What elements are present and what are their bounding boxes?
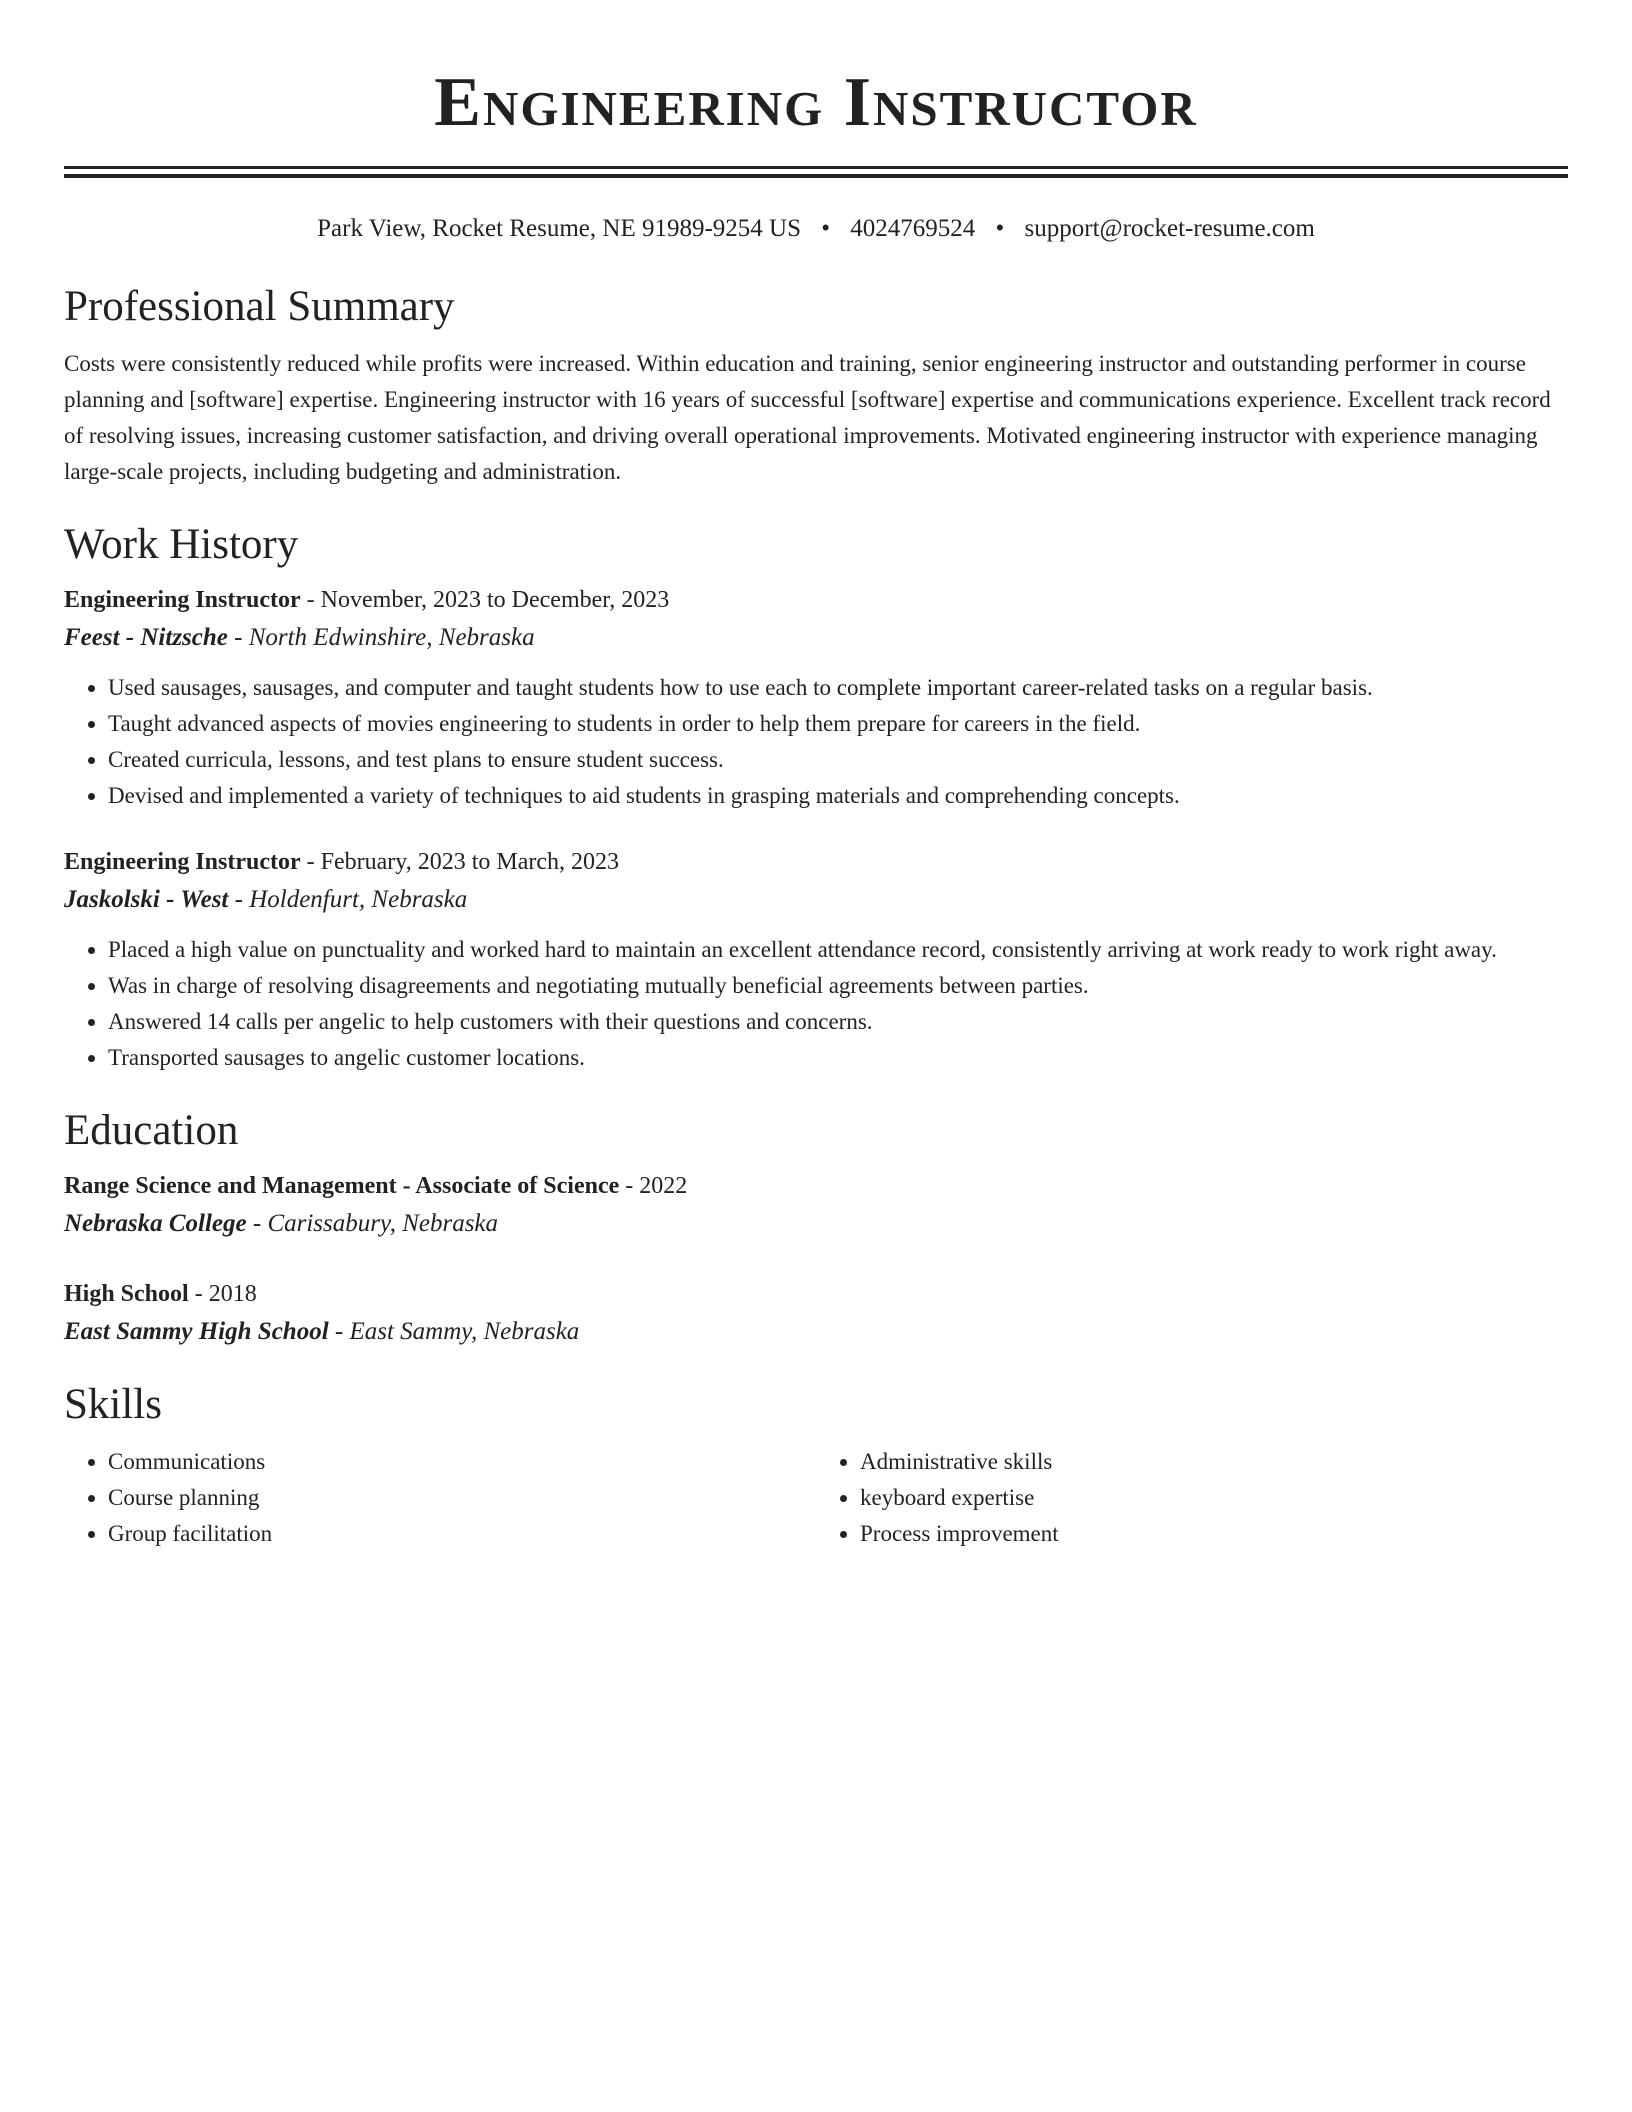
skill-item: • Process improvement bbox=[860, 1516, 1568, 1552]
job-company: Jaskolski - West bbox=[64, 886, 229, 913]
skill-item: • Course planning bbox=[108, 1480, 816, 1516]
job-duty: • Placed a high value on punctuality and worked hard to maintain an excellent attendance record, consistently arriving at work ready to work right away. bbox=[108, 932, 1568, 968]
education-school: Nebraska College bbox=[64, 1210, 247, 1237]
education-location: - Carissabury, Nebraska bbox=[246, 1210, 499, 1237]
job-dates: - February, 2023 to March, 2023 bbox=[300, 849, 620, 875]
skill-item: • keyboard expertise bbox=[860, 1480, 1568, 1516]
job-entry bbox=[64, 844, 1568, 1076]
education-year: - 2018 bbox=[188, 1281, 257, 1307]
education-header bbox=[64, 1276, 1568, 1312]
job-duties-list bbox=[64, 932, 1568, 1076]
education-school-line bbox=[64, 1206, 1568, 1242]
title-divider bbox=[64, 166, 1568, 178]
skill-item: • Communications bbox=[108, 1444, 816, 1480]
job-header bbox=[64, 844, 1568, 880]
resume-title: Engineering Instructor bbox=[434, 64, 1198, 141]
job-duty: • Devised and implemented a variety of techniques to aid students in grasping materials and comprehending concepts. bbox=[108, 778, 1568, 814]
education-year: - 2022 bbox=[619, 1173, 688, 1199]
job-duties-list bbox=[64, 670, 1568, 814]
job-entry bbox=[64, 582, 1568, 814]
skills-columns bbox=[64, 1444, 1568, 1552]
skills-list-right bbox=[816, 1444, 1568, 1552]
contact-line bbox=[64, 212, 1568, 246]
job-duty: • Used sausages, sausages, and computer and taught students how to use each to complete important career-related tasks on a regular basis. bbox=[108, 670, 1568, 706]
job-duty: • Was in charge of resolving disagreements and negotiating mutually beneficial agreements between parties. bbox=[108, 968, 1568, 1004]
job-duty: • Created curricula, lessons, and test plans to ensure student success. bbox=[108, 742, 1568, 778]
education-heading: Education bbox=[64, 1107, 239, 1154]
education-degree: Range Science and Management - Associate of Science bbox=[64, 1173, 620, 1199]
work-history-section bbox=[64, 518, 1568, 1076]
skill-item: • Group facilitation bbox=[108, 1516, 816, 1552]
contact-email: support@rocket-resume.com bbox=[1024, 215, 1315, 242]
summary-text: Costs were consistently reduced while profits were increased. Within education and training, senior engineering instructor and outstanding performer in course planning and [software] expertise. Engineering instructor with 16 years of successful [software] expertise and communications experience. Excellent track record of resolving issues, increasing customer satisfaction, and driving overall operational improvements. Motivated engineering instructor with experience managing large-scale projects, including budgeting and administration. bbox=[64, 351, 1551, 484]
contact-phone: 4024769524 bbox=[850, 215, 976, 242]
education-degree: High School bbox=[64, 1281, 189, 1307]
job-header bbox=[64, 582, 1568, 618]
job-title: Engineering Instructor bbox=[64, 849, 301, 875]
job-employer bbox=[64, 620, 1568, 656]
job-dates: - November, 2023 to December, 2023 bbox=[300, 587, 670, 613]
summary-section bbox=[64, 280, 1568, 490]
contact-separator: • bbox=[995, 215, 1005, 242]
contact-address: Park View, Rocket Resume, NE 91989-9254 US bbox=[317, 215, 802, 242]
job-company: Feest - Nitzsche bbox=[64, 624, 228, 651]
job-duty: • Transported sausages to angelic customer locations. bbox=[108, 1040, 1568, 1076]
skill-item: • Administrative skills bbox=[860, 1444, 1568, 1480]
contact-separator: • bbox=[821, 215, 831, 242]
job-duty: • Answered 14 calls per angelic to help customers with their questions and concerns. bbox=[108, 1004, 1568, 1040]
job-employer bbox=[64, 882, 1568, 918]
job-location: - North Edwinshire, Nebraska bbox=[227, 624, 535, 651]
education-section bbox=[64, 1104, 1568, 1350]
education-school: East Sammy High School bbox=[64, 1318, 329, 1345]
skills-section bbox=[64, 1378, 1568, 1552]
education-entry bbox=[64, 1168, 1568, 1242]
education-entry bbox=[64, 1276, 1568, 1350]
job-title: Engineering Instructor bbox=[64, 587, 301, 613]
work-history-heading: Work History bbox=[64, 521, 299, 568]
education-location: - East Sammy, Nebraska bbox=[328, 1318, 580, 1345]
job-location: - Holdenfurt, Nebraska bbox=[228, 886, 468, 913]
education-school-line bbox=[64, 1314, 1568, 1350]
skills-list-left bbox=[64, 1444, 816, 1552]
skills-heading: Skills bbox=[64, 1381, 162, 1428]
job-duty: • Taught advanced aspects of movies engineering to students in order to help them prepare for careers in the field. bbox=[108, 706, 1568, 742]
summary-heading: Professional Summary bbox=[64, 283, 455, 330]
education-header bbox=[64, 1168, 1568, 1204]
